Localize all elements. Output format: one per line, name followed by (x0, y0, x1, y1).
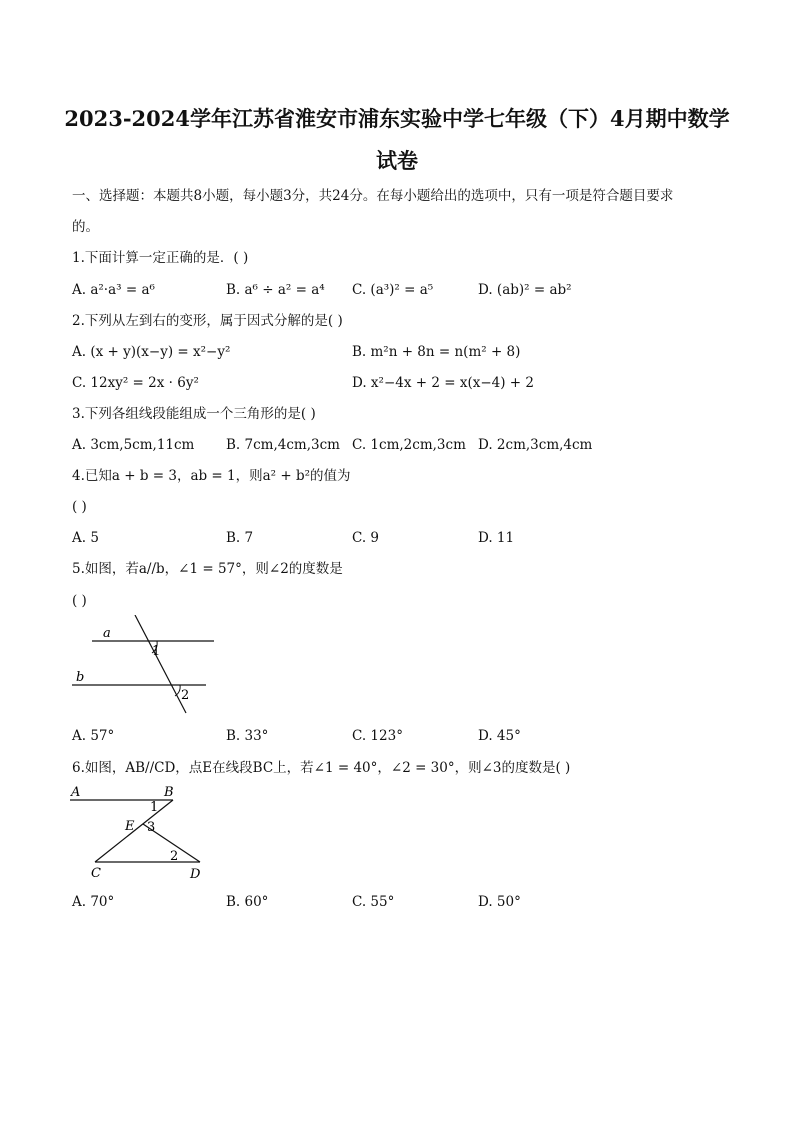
label-angle-1: 1 (150, 800, 159, 815)
question-3-option-a: A. 3cm,5cm,11cm (72, 437, 195, 453)
transversal (135, 615, 186, 713)
question-5-paren: ( ) (72, 593, 87, 609)
question-3-option-c: C. 1cm,2cm,3cm (352, 437, 466, 453)
exam-title-line1: 2023-2024学年江苏省淮安市浦东实验中学七年级（下）4月期中数学 (64, 106, 730, 131)
label-E: E (125, 819, 135, 834)
label-angle-3: 3 (147, 820, 156, 835)
question-1-option-a: A. a²·a³ = a⁶ (72, 282, 155, 298)
question-2-option-c: C. 12xy² = 2x · 6y² (72, 375, 199, 391)
question-5-option-d: D. 45° (478, 728, 521, 744)
question-2-stem: 2.下列从左到右的变形，属于因式分解的是( ) (72, 313, 343, 329)
question-1-option-b: B. a⁶ ÷ a² = a⁴ (226, 282, 325, 298)
section-instruction-line1: 一、选择题：本题共8小题，每小题3分，共24分。在每小题给出的选项中，只有一项是符合题目要求 (72, 188, 674, 204)
label-1: 1 (152, 644, 161, 659)
label-C: C (91, 866, 101, 881)
question-2-option-a: A. (x + y)(x−y) = x²−y² (72, 344, 231, 360)
question-1-option-d: D. (ab)² = ab² (478, 282, 572, 298)
question-4-option-b: B. 7 (226, 530, 254, 546)
question-5-stem: 5.如图，若a//b，∠1 = 57°，则∠2的度数是 (72, 561, 343, 577)
question-5-option-b: B. 33° (226, 728, 269, 744)
label-a: a (103, 626, 111, 641)
question-4-paren: ( ) (72, 499, 87, 515)
question-1-stem: 1.下面计算一定正确的是．( ) (72, 250, 249, 266)
question-5-option-c: C. 123° (352, 728, 403, 744)
question-6-option-b: B. 60° (226, 894, 269, 910)
question-4-option-c: C. 9 (352, 530, 380, 546)
section-instruction-line2: 的。 (72, 219, 99, 235)
question-4-option-a: A. 5 (72, 530, 99, 546)
question-3-option-b: B. 7cm,4cm,3cm (226, 437, 340, 453)
label-B: B (164, 785, 174, 800)
question-4-option-d: D. 11 (478, 530, 515, 546)
question-3-stem: 3.下列各组线段能组成一个三角形的是( ) (72, 406, 316, 422)
question-2-option-b: B. m²n + 8n = n(m² + 8) (352, 344, 521, 360)
question-3-option-d: D. 2cm,3cm,4cm (478, 437, 593, 453)
question-1-option-c: C. (a³)² = a⁵ (352, 282, 434, 298)
label-A: A (71, 785, 81, 800)
question-4-stem: 4.已知a + b = 3，ab = 1，则a² + b²的值为 (72, 468, 351, 484)
label-angle-2: 2 (170, 849, 179, 864)
question-5-figure (60, 615, 230, 725)
exam-title-line2: 试卷 (376, 148, 418, 173)
label-D: D (190, 867, 201, 882)
question-6-stem: 6.如图，AB//CD，点E在线段BC上，若∠1 = 40°，∠2 = 30°，则∠3的度数是( ) (72, 760, 571, 776)
label-2: 2 (181, 688, 190, 703)
question-2-option-d: D. x²−4x + 2 = x(x−4) + 2 (352, 375, 534, 391)
question-6-option-d: D. 50° (478, 894, 521, 910)
question-6-option-a: A. 70° (72, 894, 115, 910)
question-6-option-c: C. 55° (352, 894, 395, 910)
question-5-option-a: A. 57° (72, 728, 115, 744)
label-b: b (76, 670, 85, 685)
question-6-figure (65, 783, 225, 883)
